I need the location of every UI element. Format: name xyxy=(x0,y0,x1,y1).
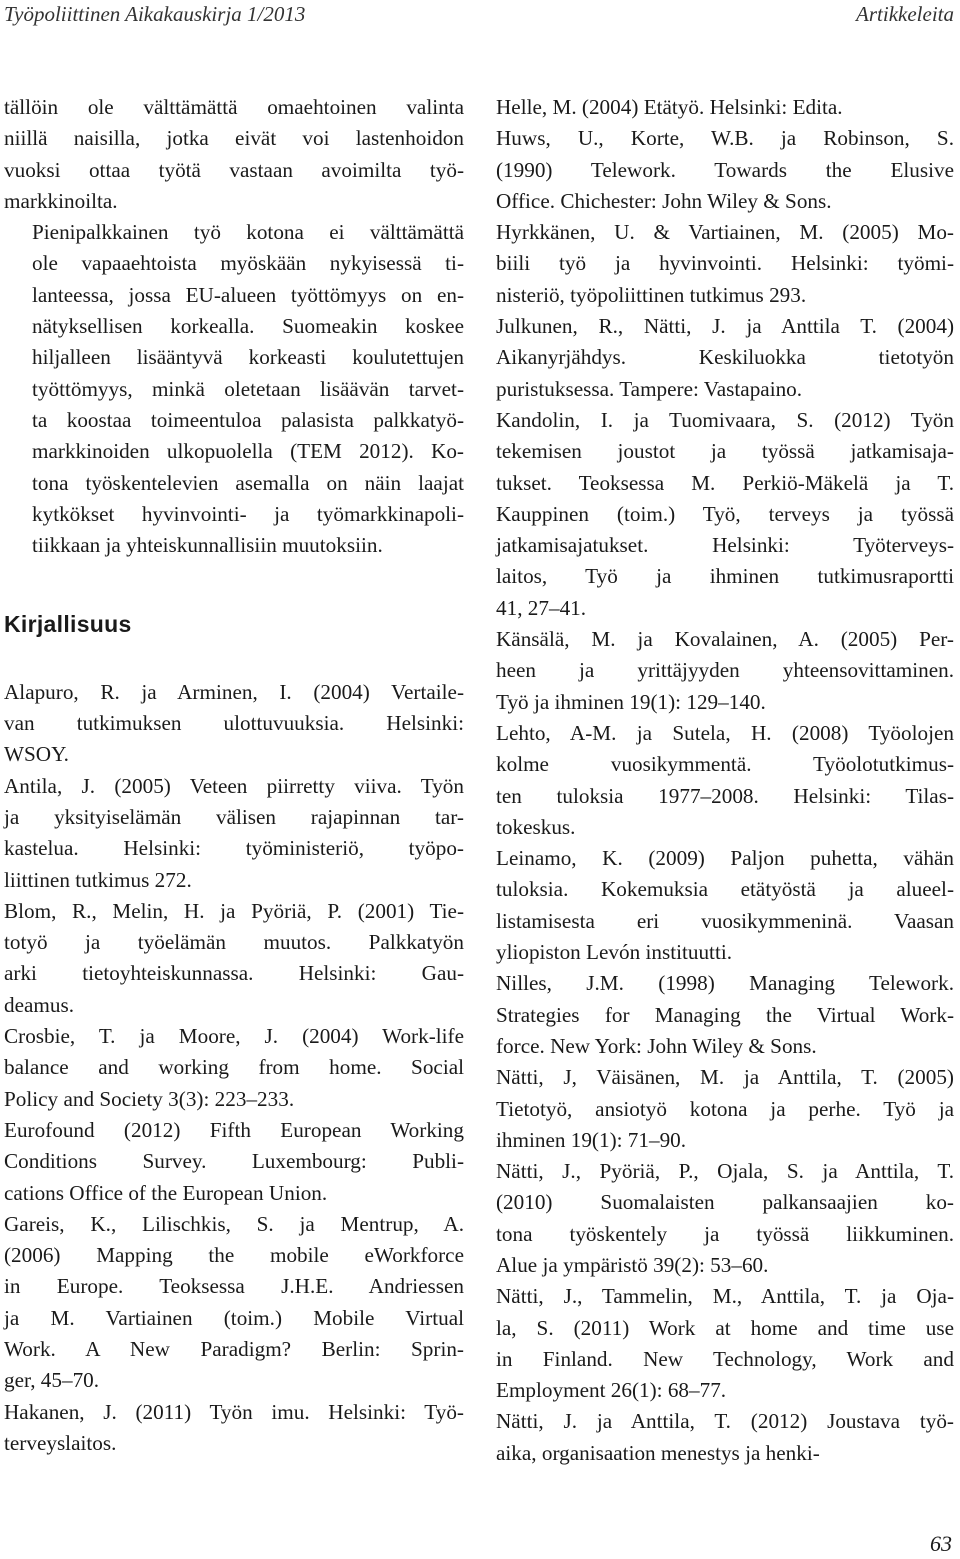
reference-line: van tutkimuksen ulottuvuuksia. Helsinki: xyxy=(4,711,464,736)
text-line: tona työskentelevien asemalla on näin laajat xyxy=(32,470,464,495)
reference-line: tona työskentely ja työssä liikkuminen. xyxy=(496,1221,954,1246)
text-line: hiljalleen lisääntyvä korkeasti koulutettujen xyxy=(32,345,464,370)
reference-line: Julkunen, R., Nätti, J. ja Anttila T. (2004) xyxy=(496,314,954,339)
reference-line: Policy and Society 3(3): 223–233. xyxy=(4,1086,295,1111)
text-line: niillä naisilla, jotka eivät voi lastenhoidon xyxy=(4,126,464,151)
reference-line: totyö ja työelämän muutos. Palkkatyön xyxy=(4,930,464,955)
text-line: ta koostaa toimeentuloa palasista palkkatyö- xyxy=(32,407,464,432)
text-line: markkinoilta. xyxy=(4,188,118,213)
reference-entry xyxy=(496,1281,954,1406)
reference-line: heen ja yrittäjyyden yhteensovittaminen. xyxy=(496,658,954,683)
reference-entry xyxy=(496,1156,954,1281)
text-line: nätyksellisen korkealla. Suomeakin koskee xyxy=(32,314,464,339)
text-line: Pienipalkkainen työ kotona ei välttämättä xyxy=(32,220,464,245)
reference-line: Antila, J. (2005) Veteen piirretty viiva. Työn xyxy=(4,773,464,798)
reference-line: Gareis, K., Lilischkis, S. ja Mentrup, A. xyxy=(4,1211,464,1236)
references-list-right xyxy=(496,92,954,1469)
reference-line: puristuksessa. Tampere: Vastapaino. xyxy=(496,376,803,401)
reference-line: Alapuro, R. ja Arminen, I. (2004) Vertaile- xyxy=(4,679,464,704)
reference-line: jatkamisajatukset. Helsinki: Työterveys- xyxy=(496,533,954,558)
reference-line: la, S. (2011) Work at home and time use xyxy=(496,1315,954,1340)
reference-line: Alue ja ympäristö 39(2): 53–60. xyxy=(496,1252,769,1277)
reference-line: Tietotyö, ansiotyö kotona ja perhe. Työ ja xyxy=(496,1096,954,1121)
reference-line: Work. A New Paradigm? Berlin: Sprin- xyxy=(4,1336,464,1361)
reference-line: WSOY. xyxy=(4,742,69,767)
reference-entry xyxy=(496,968,954,1062)
reference-entry xyxy=(4,771,464,896)
reference-line: ger, 45–70. xyxy=(4,1368,100,1393)
journal-title: Työpoliittinen Aikakauskirja 1/2013 xyxy=(4,2,306,26)
reference-entry xyxy=(496,1406,954,1469)
text-line: kytkökset hyvinvointi- ja työmarkkinapoli- xyxy=(32,501,464,526)
reference-line: Nätti, J. ja Anttila, T. (2012) Joustava työ- xyxy=(496,1409,954,1434)
body-paragraph-1 xyxy=(4,92,464,217)
reference-line: Eurofound (2012) Fifth European Working xyxy=(4,1117,464,1142)
reference-line: Nätti, J., Pyöriä, P., Ojala, S. ja Anttila, T. xyxy=(496,1159,954,1184)
reference-line: Conditions Survey. Luxembourg: Publi- xyxy=(4,1149,464,1174)
reference-line: Aikanyrjähdys. Keskiluokka tietotyön xyxy=(496,345,954,370)
reference-line: Nilles, J.M. (1998) Managing Telework. xyxy=(496,971,954,996)
section-label: Artikkeleita xyxy=(856,2,954,26)
reference-line: ja M. Vartiainen (toim.) Mobile Virtual xyxy=(4,1305,464,1330)
reference-entry xyxy=(4,1021,464,1115)
reference-line: nisteriö, työpoliittinen tutkimus 293. xyxy=(496,282,807,307)
reference-line: Strategies for Managing the Virtual Work- xyxy=(496,1002,954,1027)
reference-line: (1990) Telework. Towards the Elusive xyxy=(496,157,954,182)
text-line: ole vapaaehtoista myöskään nykyisessä ti- xyxy=(32,251,464,276)
text-line: työttömyys, minkä oletetaan lisäävän tarvet- xyxy=(32,376,464,401)
reference-line: Employment 26(1): 68–77. xyxy=(496,1378,727,1403)
reference-line: biili työ ja hyvinvointi. Helsinki: työmi- xyxy=(496,251,954,276)
references-list-left xyxy=(4,677,464,1459)
reference-entry xyxy=(4,1115,464,1209)
reference-line: in Finland. New Technology, Work and xyxy=(496,1346,954,1371)
reference-line: aika, organisaation menestys ja henki- xyxy=(496,1440,820,1465)
reference-line: Kandolin, I. ja Tuomivaara, S. (2012) Työn xyxy=(496,407,954,432)
reference-line: Lehto, A-M. ja Sutela, H. (2008) Työolojen xyxy=(496,720,954,745)
reference-entry xyxy=(496,624,954,718)
reference-line: Blom, R., Melin, H. ja Pyöriä, P. (2001) Tie- xyxy=(4,898,464,923)
reference-line: Työ ja ihminen 19(1): 129–140. xyxy=(496,689,766,714)
reference-entry xyxy=(496,1062,954,1156)
reference-line: ihminen 19(1): 71–90. xyxy=(496,1127,687,1152)
text-line: tällöin ole välttämättä omaehtoinen valinta xyxy=(4,95,464,119)
reference-entry xyxy=(4,677,464,771)
reference-entry xyxy=(496,92,954,123)
reference-line: Nätti, J., Tammelin, M., Anttila, T. ja Oja- xyxy=(496,1284,954,1309)
reference-line: Office. Chichester: John Wiley & Sons. xyxy=(496,188,832,213)
reference-entry xyxy=(496,843,954,968)
reference-line: ten tuloksia 1977–2008. Helsinki: Tilas- xyxy=(496,783,954,808)
left-column xyxy=(4,92,464,1459)
reference-line: Kauppinen (toim.) Työ, terveys ja työssä xyxy=(496,501,954,526)
reference-entry xyxy=(4,896,464,1021)
reference-line: arki tietoyhteiskunnassa. Helsinki: Gau- xyxy=(4,961,464,986)
reference-line: ja yksityiselämän välisen rajapinnan tar- xyxy=(4,804,464,829)
reference-line: liittinen tutkimus 272. xyxy=(4,867,192,892)
reference-line: laitos, Työ ja ihminen tutkimusraportti xyxy=(496,564,954,589)
reference-line: tokeskus. xyxy=(496,814,576,839)
reference-entry xyxy=(496,217,954,311)
reference-line: kastelua. Helsinki: työministeriö, työpo- xyxy=(4,836,464,861)
reference-line: (2010) Suomalaisten palkansaajien ko- xyxy=(496,1190,954,1215)
reference-line: cations Office of the European Union. xyxy=(4,1180,328,1205)
reference-line: Leinamo, K. (2009) Paljon puhetta, vähän xyxy=(496,846,954,871)
reference-entry xyxy=(496,405,954,624)
text-line: vuoksi ottaa työtä vastaan avoimilta työ- xyxy=(4,157,464,182)
reference-entry xyxy=(4,1397,464,1460)
reference-line: terveyslaitos. xyxy=(4,1430,117,1455)
reference-line: (2006) Mapping the mobile eWorkforce xyxy=(4,1243,464,1268)
reference-line: kolme vuosikymmentä. Työolotutkimus- xyxy=(496,752,954,777)
text-line: markkinoiden ulkopuolella (TEM 2012). Ko- xyxy=(32,439,464,464)
references-heading: Kirjallisuus xyxy=(4,611,132,638)
reference-line: in Europe. Teoksessa J.H.E. Andriessen xyxy=(4,1274,464,1299)
reference-line: tukset. Teoksessa M. Perkiö-Mäkelä ja T. xyxy=(496,470,954,495)
page-number: 63 xyxy=(930,1531,952,1556)
body-paragraph-2 xyxy=(4,217,464,561)
reference-entry xyxy=(496,123,954,217)
reference-line: Crosbie, T. ja Moore, J. (2004) Work-life xyxy=(4,1024,464,1049)
reference-line: listamisesta eri vuosikymmeninä. Vaasan xyxy=(496,908,954,933)
right-column xyxy=(496,92,954,1469)
reference-line: Hyrkkänen, U. & Vartiainen, M. (2005) Mo- xyxy=(496,220,954,245)
reference-line: yliopiston Levón instituutti. xyxy=(496,940,733,965)
reference-line: force. New York: John Wiley & Sons. xyxy=(496,1033,817,1058)
reference-line: Nätti, J, Väisänen, M. ja Anttila, T. (2005) xyxy=(496,1065,954,1090)
reference-line: Hakanen, J. (2011) Työn imu. Helsinki: Työ- xyxy=(4,1399,464,1424)
reference-line: Huws, U., Korte, W.B. ja Robinson, S. xyxy=(496,126,954,151)
reference-line: Känsälä, M. ja Kovalainen, A. (2005) Per- xyxy=(496,627,954,652)
text-line: tiikkaan ja yhteiskunnallisiin muutoksiin. xyxy=(32,533,383,558)
reference-line: Helle, M. (2004) Etätyö. Helsinki: Edita. xyxy=(496,95,843,119)
reference-entry xyxy=(496,311,954,405)
reference-line: deamus. xyxy=(4,992,75,1017)
reference-line: balance and working from home. Social xyxy=(4,1055,464,1080)
reference-entry xyxy=(4,1209,464,1397)
reference-line: 41, 27–41. xyxy=(496,595,587,620)
reference-line: tekemisen joustot ja työssä jatkamisaja- xyxy=(496,439,954,464)
text-line: lanteessa, jossa EU-alueen työttömyys on en- xyxy=(32,282,464,307)
reference-entry xyxy=(496,718,954,843)
reference-line: tuloksia. Kokemuksia etätyöstä ja alueel- xyxy=(496,877,954,902)
